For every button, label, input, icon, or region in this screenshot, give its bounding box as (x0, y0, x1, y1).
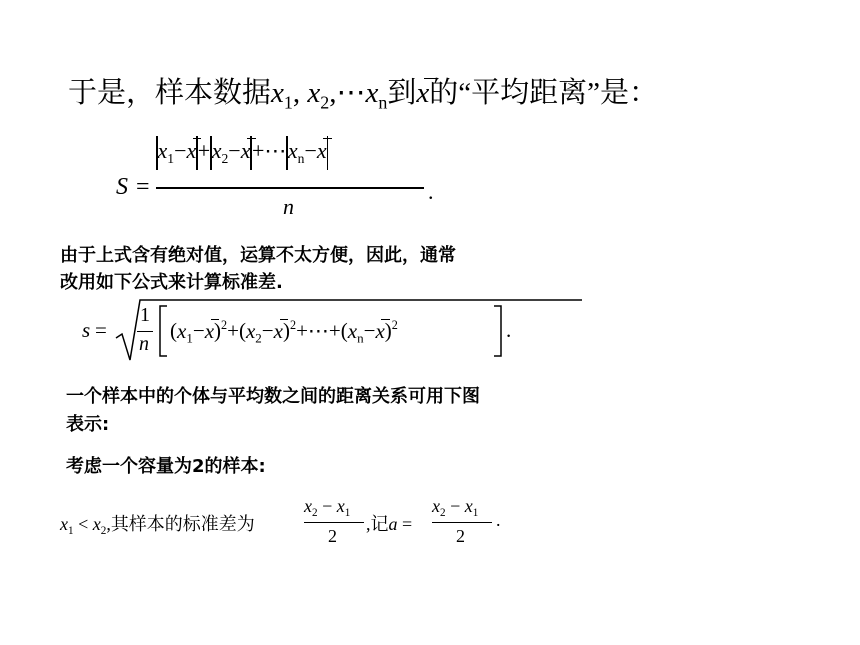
formula-S-lhs: S (116, 174, 128, 200)
text-block-2-line-2: 表示: (66, 414, 110, 435)
intro-quote: 的“平均距离”是： (429, 77, 658, 109)
formula-s-frac-den: n (139, 333, 149, 355)
text-block-3-line-1: 考虑一个容量为2的样本: (66, 456, 266, 477)
last-line-text-1: ,其样本的标准差为 (106, 514, 255, 534)
last-line-main: $x_1 < x_2$,其样本的标准差为 (60, 514, 255, 537)
text-block-1-line-2: 改用如下公式来计算标准差. (60, 272, 283, 293)
fraction-2-bar (432, 522, 492, 523)
formula-s-frac-num: 1 (140, 304, 150, 326)
formula-S (116, 122, 446, 222)
last-line (60, 496, 540, 556)
formula-S-equals: = (136, 174, 150, 200)
formula-S-end: . (428, 179, 434, 204)
var-x2: $x_2$ (307, 77, 330, 113)
fraction-2-den: 2 (456, 526, 465, 546)
text-block-3 (66, 452, 266, 478)
mean-xbar: x (416, 77, 430, 109)
text-block-2 (66, 383, 480, 439)
text-block-1-line-1: 由于上式含有绝对值，运算不太方便，因此，通常 (60, 245, 456, 266)
formula-s-end: . (506, 318, 512, 342)
left-bracket (158, 305, 168, 357)
formula-s-lhs: s (82, 318, 91, 342)
formula-s-equals: = (95, 318, 107, 342)
last-line-mid: ,记a = (366, 514, 413, 534)
formula-S-numerator: $x_1-x+x_2-x+\cdots x_n-x$ (156, 136, 328, 170)
fraction-2-num: $x_2 - x_1$ (432, 496, 479, 519)
intro-prefix: 于是，样本数据 (68, 77, 272, 109)
formula-s-frac-bar (137, 331, 153, 332)
text-block-1 (60, 242, 456, 296)
fraction-1-den: 2 (328, 526, 337, 546)
fraction-1-num: $x_2 - x_1$ (304, 496, 351, 519)
right-bracket (493, 305, 503, 357)
formula-s (82, 296, 522, 366)
formula-S-fraction-bar (156, 187, 424, 189)
var-xn: $x_n$ (365, 77, 388, 113)
formula-s-body: $(x_1-x)^2+(x_2-x)^2+\cdots+(x_n-x)^2$ (170, 318, 398, 346)
last-line-text-2: ,记 (366, 514, 389, 534)
formula-S-denominator: n (283, 194, 294, 219)
var-x1: $x_1$ (271, 77, 293, 113)
last-line-end: . (496, 510, 501, 530)
intro-line: 于是，样本数据$x_1$, $x_2,\cdots x_n$到x的“平均距离”是： (68, 77, 658, 113)
fraction-1-bar (304, 522, 364, 523)
text-block-2-line-1: 一个样本中的个体与平均数之间的距离关系可用下图 (66, 386, 480, 407)
